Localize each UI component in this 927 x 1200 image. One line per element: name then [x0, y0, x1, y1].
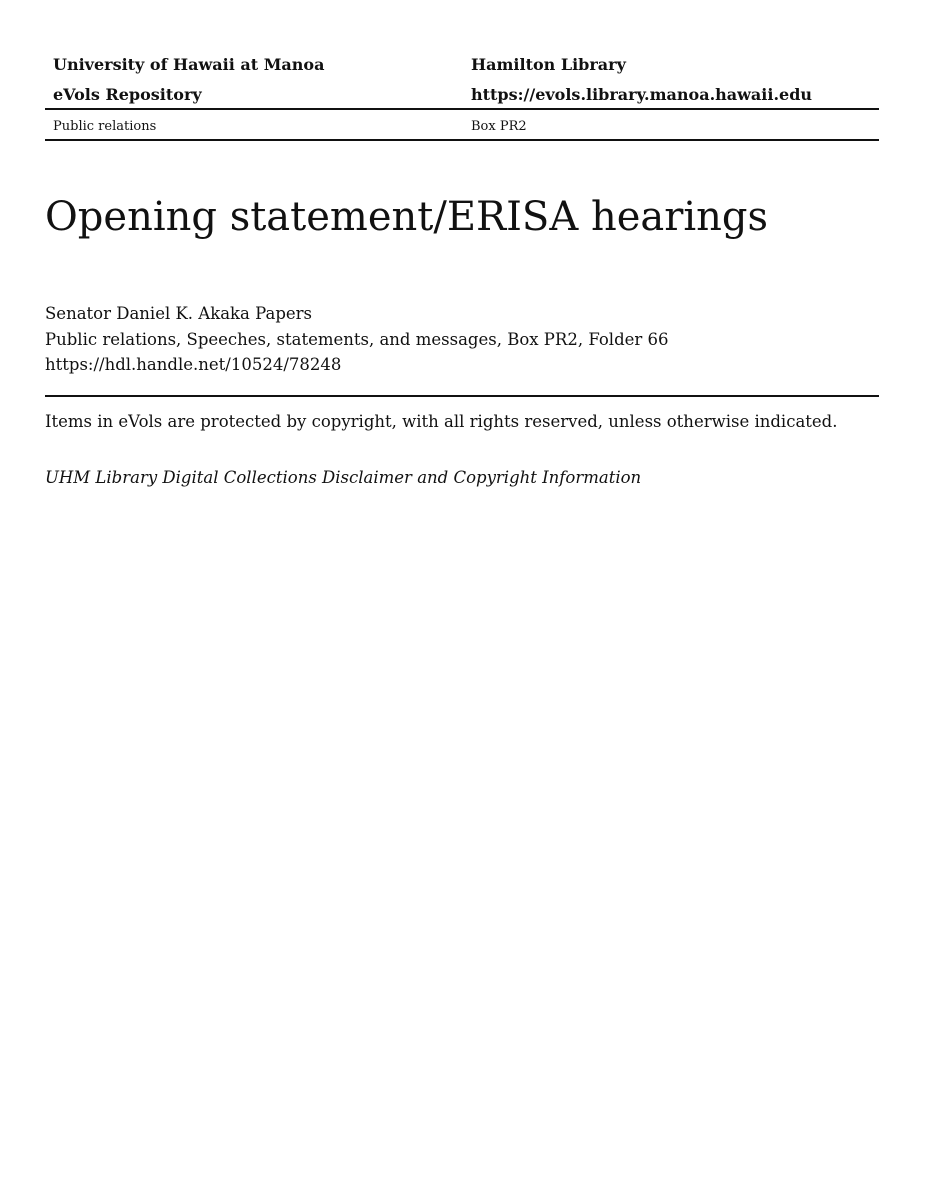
- collection-name: Senator Daniel K. Akaka Papers: [45, 304, 313, 323]
- disclaimer-link[interactable]: UHM Library Digital Collections Disclaimer and Copyright Information: [45, 468, 642, 487]
- header-row-1: [45, 52, 879, 82]
- series-label: Public relations: [53, 119, 157, 134]
- header-row-2: [45, 82, 879, 110]
- repository-url[interactable]: https://evols.library.manoa.hawaii.edu: [471, 85, 813, 104]
- copyright-notice: Items in eVols are protected by copyright, with all rights reserved, unless otherwise indicated.: [45, 412, 838, 431]
- institution-name: University of Hawaii at Manoa: [53, 55, 325, 74]
- header-table: [45, 52, 879, 141]
- divider: [45, 395, 879, 397]
- header-row-3: [45, 110, 879, 141]
- box-label: Box PR2: [471, 119, 527, 134]
- page-title: Opening statement/ERISA hearings: [45, 194, 769, 240]
- document-metadata: [45, 301, 669, 378]
- library-name: Hamilton Library: [471, 55, 626, 74]
- handle-link[interactable]: https://hdl.handle.net/10524/78248: [45, 355, 342, 374]
- folder-location: Public relations, Speeches, statements, and messages, Box PR2, Folder 66: [45, 329, 669, 349]
- repository-name: eVols Repository: [53, 85, 202, 104]
